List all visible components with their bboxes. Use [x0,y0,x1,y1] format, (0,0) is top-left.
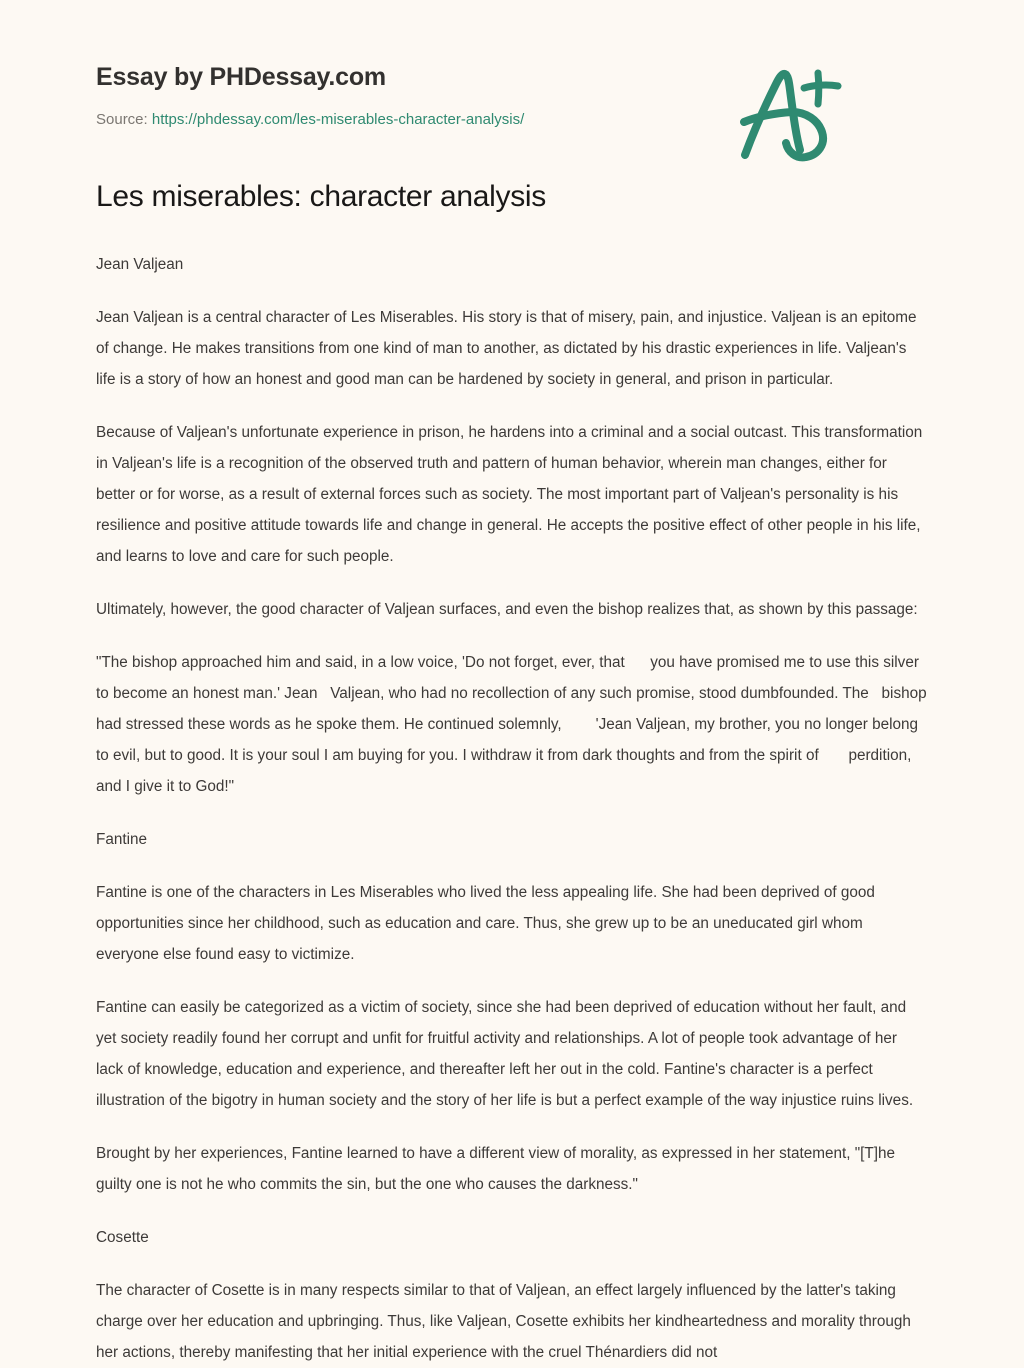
section-label: Jean Valjean [96,249,928,280]
site-header [96,0,928,130]
paragraph: "The bishop approached him and said, in a low voice, 'Do not forget, ever, that you have promised me to use this silver to become an honest man.' Jean Valjean, who had no recollection of any such promise, stood dumbfounded. The bishop had stressed these words as he spoke them. He continued solemnly, 'Jean Valjean, my brother, you no longer belong to evil, but to good. It is your soul I am buying for you. I withdraw it from dark thoughts and from the spirit of perdition, and I give it to God!" [96,647,928,802]
paragraph: Brought by her experiences, Fantine learned to have a different view of morality, as expressed in her statement, "[T]he guilty one is not he who commits the sin, but the one who causes the darkness." [96,1138,928,1200]
article [96,130,928,1368]
source-label: Source: [96,111,152,128]
paragraph: Fantine is one of the characters in Les Miserables who lived the less appealing life. She had been deprived of good opportunities since her childhood, such as education and care. Thus, she grew up to be an uneducated girl whom everyone else found easy to victimize. [96,877,928,970]
paragraph: Jean Valjean is a central character of Les Miserables. His story is that of misery, pain, and injustice. Valjean is an epitome of change. He makes transitions from one kind of man to another, as dictated by his drastic experiences in life. Valjean's life is a story of how an honest and good man can be hardened by society in general, and prison in particular. [96,302,928,395]
brand-title: Essay by PHDessay.com [96,62,928,92]
paragraph: Because of Valjean's unfortunate experience in prison, he hardens into a criminal and a social outcast. This transformation in Valjean's life is a recognition of the observed truth and pattern of human behavior, wherein man changes, either for better or for worse, as a result of external forces such as society. The most important part of Valjean's personality is his resilience and positive attitude towards life and change in general. He accepts the positive effect of other people in his life, and learns to love and care for such people. [96,417,928,572]
paragraph: The character of Cosette is in many respects similar to that of Valjean, an effect largely influenced by the latter's taking charge over her education and upbringing. Thus, like Valjean, Cosette exhibits her kindheartedness and morality through her actions, thereby manifesting that her initial experience with the cruel Thénardiers did not [96,1275,928,1368]
article-body [96,249,928,1368]
paragraph: Fantine can easily be categorized as a victim of society, since she had been deprived of education without her fault, and yet society readily found her corrupt and unfit for fruitful activity and relationships. A lot of people took advantage of her lack of knowledge, education and experience, and thereafter left her out in the cold. Fantine's character is a perfect illustration of the bigotry in human society and the story of her life is but a perfect example of the way injustice ruins lives. [96,992,928,1116]
page-title: Les miserables: character analysis [96,178,928,216]
section-label: Cosette [96,1222,928,1253]
paragraph: Ultimately, however, the good character of Valjean surfaces, and even the bishop realizes that, as shown by this passage: [96,594,928,625]
aplus-logo-icon [730,60,852,164]
source-url-link[interactable]: https://phdessay.com/les-miserables-character-analysis/ [152,111,524,128]
section-label: Fantine [96,824,928,855]
